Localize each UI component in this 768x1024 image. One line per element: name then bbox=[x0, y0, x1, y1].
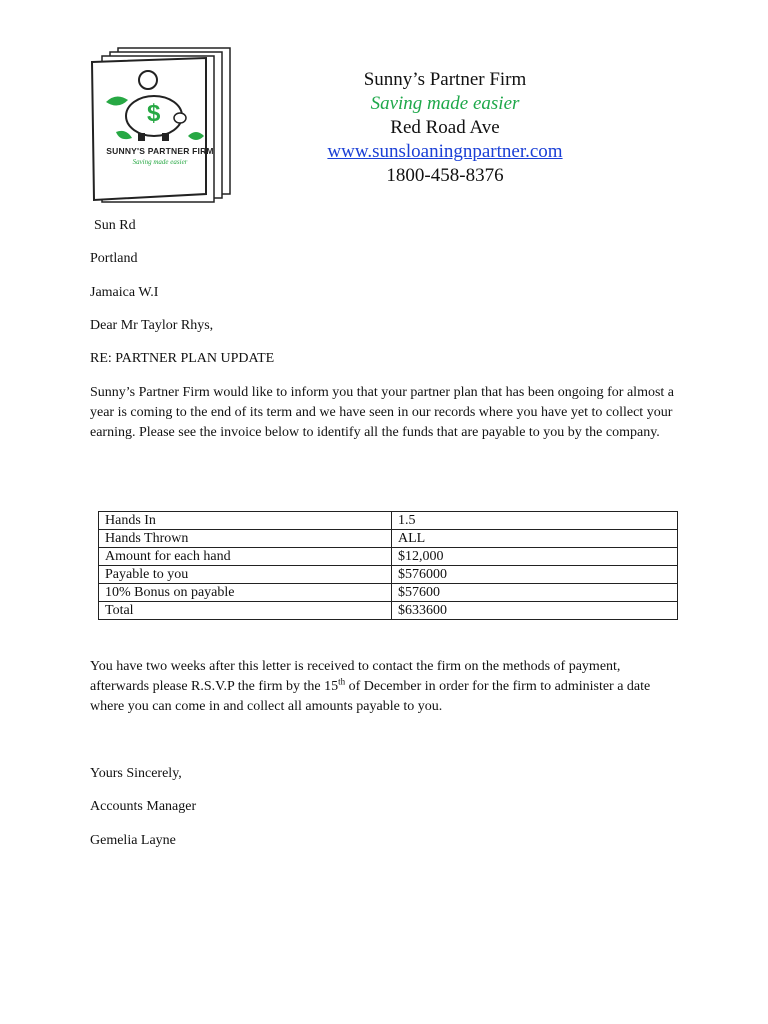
salutation: Dear Mr Taylor Rhys, bbox=[90, 318, 214, 333]
invoice-value: $57600 bbox=[392, 584, 678, 602]
recipient-line-2: Portland bbox=[90, 251, 138, 266]
paragraph-2-text: You have two weeks after this letter is received to contact the firm on the methods of payment, afterwards please R.S.V.P the firm by the 15 bbox=[90, 659, 621, 694]
invoice-label: Hands Thrown bbox=[99, 530, 392, 548]
logo-graphic bbox=[88, 44, 238, 204]
invoice-label: 10% Bonus on payable bbox=[99, 584, 392, 602]
invoice-table bbox=[98, 511, 678, 620]
signer-name: Gemelia Layne bbox=[90, 833, 176, 848]
invoice-label: Payable to you bbox=[99, 566, 392, 584]
firm-logo bbox=[88, 44, 238, 204]
paragraph-2-text-rest: of December in order for the firm to administer a date where you can come in and collect all amounts payable to you. bbox=[90, 679, 651, 714]
logo-firm-name: SUNNY'S PARTNER FIRM bbox=[106, 146, 214, 156]
firm-address: Red Road Ave bbox=[390, 117, 500, 138]
recipient-line-1: Sun Rd bbox=[94, 218, 136, 233]
invoice-row bbox=[99, 566, 678, 584]
firm-name: Sunny’s Partner Firm bbox=[363, 69, 527, 90]
invoice-row bbox=[99, 512, 678, 530]
body-paragraph-1: Sunny’s Partner Firm would like to inform you that your partner plan that has been ongoing for almost a year is coming to the end of its term and we have seen in our records where you have yet to collect your earning. Please see the invoice below to identify all the funds that are payable to you by the company. bbox=[90, 385, 675, 440]
invoice-row bbox=[99, 584, 678, 602]
invoice-row bbox=[99, 548, 678, 566]
invoice-label: Amount for each hand bbox=[99, 548, 392, 566]
invoice-value: $633600 bbox=[392, 602, 678, 620]
closing: Yours Sincerely, bbox=[90, 766, 182, 781]
ordinal-suffix: th bbox=[338, 676, 346, 687]
invoice-label: Hands In bbox=[99, 512, 392, 530]
firm-slogan: Saving made easier bbox=[370, 93, 520, 114]
invoice-label: Total bbox=[99, 602, 392, 620]
invoice-value: ALL bbox=[392, 530, 678, 548]
logo-dollar-sign: $ bbox=[147, 100, 161, 127]
invoice-row bbox=[99, 530, 678, 548]
invoice-value: $12,000 bbox=[392, 548, 678, 566]
subject-line: RE: PARTNER PLAN UPDATE bbox=[90, 351, 275, 366]
body-paragraph-2 bbox=[90, 657, 680, 717]
firm-website-link[interactable]: www.sunsloaningnpartner.com bbox=[327, 141, 563, 162]
invoice-row bbox=[99, 602, 678, 620]
logo-slogan: Saving made easier bbox=[132, 158, 188, 166]
invoice-value: $576000 bbox=[392, 566, 678, 584]
recipient-line-3: Jamaica W.I bbox=[90, 285, 159, 300]
invoice-value: 1.5 bbox=[392, 512, 678, 530]
signer-title: Accounts Manager bbox=[90, 799, 197, 814]
firm-phone: 1800-458-8376 bbox=[386, 165, 504, 186]
letterhead bbox=[300, 68, 590, 188]
